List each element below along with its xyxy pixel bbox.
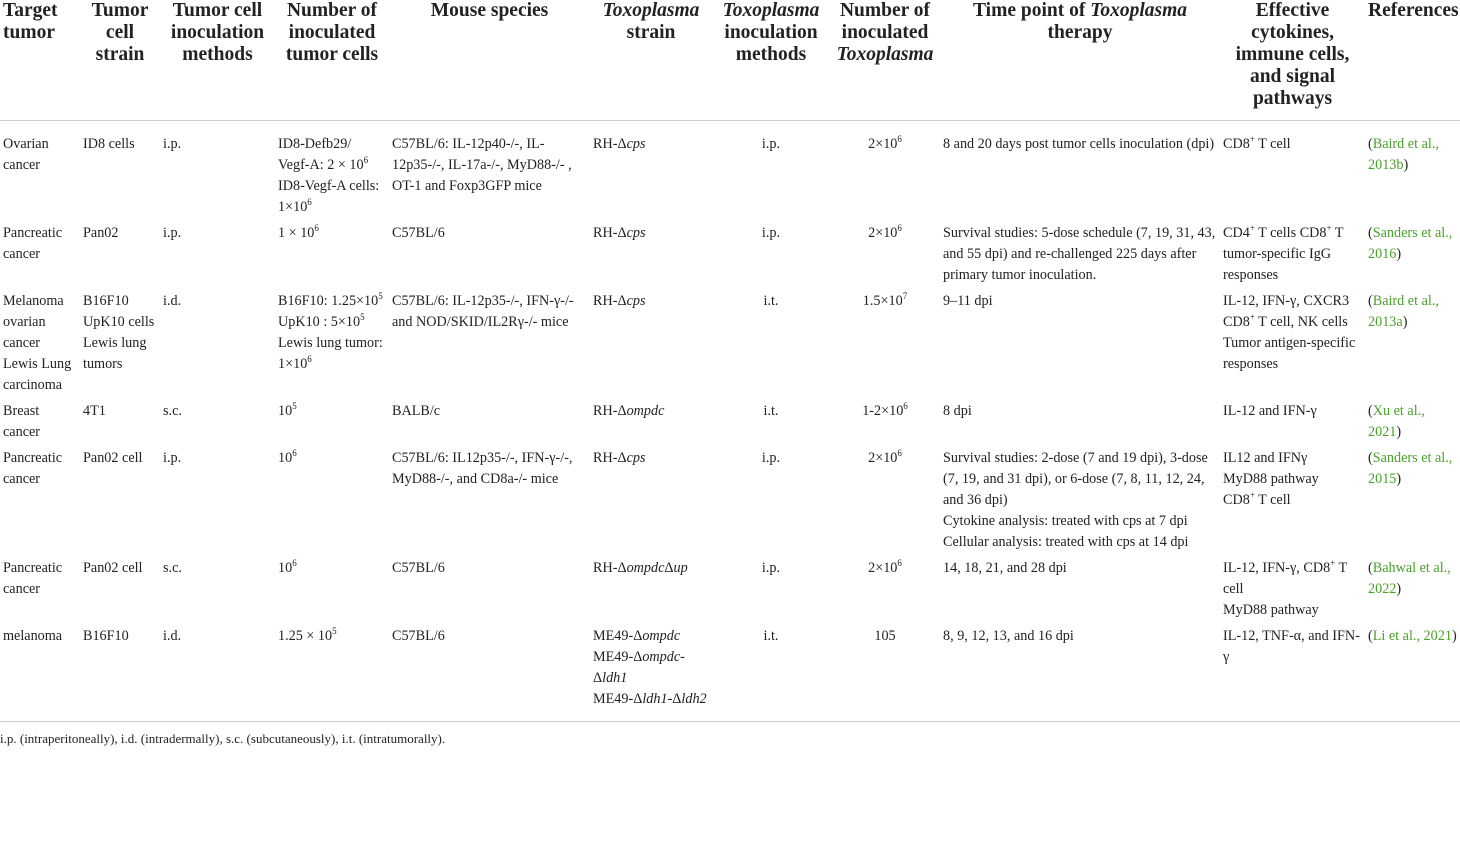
cell-target-tumor: Melanoma ovarian cancer Lewis Lung carcinoma	[3, 293, 72, 393]
cell-mouse-species: C57BL/6: IL12p35-/-, IFN-γ-/-, MyD88-/-, and CD8a-/- mice	[392, 450, 573, 487]
strain-line: RH-Δcps	[593, 450, 646, 466]
cell-toxoplasma-method: i.p.	[761, 450, 781, 466]
strain-line: RH-Δcps	[593, 136, 646, 152]
cell-tumor-strain: Pan02 cell	[83, 450, 143, 466]
cell-time-point	[940, 223, 1220, 291]
effective-factor-line: CD8+ T cell	[1223, 490, 1291, 508]
time-point-line: Survival studies: 5-dose schedule (7, 19, 31, 43, and 55 dpi) and re-challenged 225 days after primary tumor inoculation.	[943, 225, 1216, 283]
table-footnote: i.p. (intraperitoneally), i.d. (intradermally), s.c. (subcutaneously), i.t. (intratumorally).	[0, 731, 446, 746]
reference-link[interactable]: Xu et al., 2021	[1368, 403, 1425, 440]
cell-effective-factors	[1220, 223, 1365, 291]
strain-line: ME49-Δompdc-Δldh1	[593, 649, 685, 686]
cell-effective-factors	[1220, 558, 1365, 626]
strain-line: RH-Δompdc	[593, 403, 665, 419]
time-point-line: Cytokine analysis: treated with cps at 7 dpi	[943, 513, 1188, 529]
cell-toxoplasma-strain	[590, 121, 712, 224]
cell-reference: (Baird et al., 2013a)	[1368, 293, 1439, 330]
cell-number-tumor-cells: $1 \times 10^6$	[278, 223, 319, 241]
cell-number-tumor-cells: $10^5$	[278, 401, 297, 419]
effective-factor-line: IL-12, IFN-γ, CXCR3	[1223, 293, 1350, 309]
strain-line: ME49-Δompdc	[593, 628, 681, 644]
cell-tumor-inoculation-method: i.d.	[163, 628, 182, 644]
cell-target-tumor: Pancreatic cancer	[3, 560, 63, 597]
cell-tumor-inoculation-method: i.d.	[163, 293, 182, 309]
cell-effective-factors	[1220, 401, 1365, 448]
cell-time-point	[940, 291, 1220, 401]
cell-target-tumor: Pancreatic cancer	[3, 225, 63, 262]
header-mouse-species: Mouse species	[430, 0, 549, 21]
cell-tumor-strain: B16F10 UpK10 cells Lewis lung tumors	[83, 293, 155, 372]
cell-effective-factors	[1220, 448, 1365, 558]
reference-link[interactable]: Bahwal et al., 2022	[1368, 560, 1451, 597]
cell-time-point	[940, 401, 1220, 448]
cell-reference: (Sanders et al., 2016)	[1368, 225, 1453, 262]
cell-target-tumor: Ovarian cancer	[3, 136, 49, 173]
cell-tumor-strain: Pan02 cell	[83, 560, 143, 576]
header-number-tumor-cells: Number of inoculated tumor cells	[285, 0, 379, 65]
cell-number-tumor-cells: B16F10: $1.25\times 10^5$ UpK10 : $5\times 10^5$ Lewis lung tumor: $1\times 10^6$	[278, 291, 383, 372]
cell-number-toxoplasma: $2\times 10^6$	[868, 134, 902, 152]
cell-time-point	[940, 448, 1220, 558]
cell-tumor-inoculation-method: i.p.	[163, 225, 182, 241]
cell-number-toxoplasma: $1.5\times 10^7$	[862, 291, 908, 309]
cell-reference: (Xu et al., 2021)	[1368, 403, 1425, 440]
effective-factor-line: IL-12, IFN-γ, CD8+ T cell	[1223, 558, 1347, 597]
header-toxoplasma-strain: Toxoplasma strain	[602, 0, 700, 43]
cell-tumor-inoculation-method: i.p.	[163, 136, 182, 152]
cell-mouse-species: C57BL/6	[392, 225, 445, 241]
cell-target-tumor: Breast cancer	[3, 403, 41, 440]
cell-tumor-inoculation-method: s.c.	[163, 560, 182, 576]
reference-link[interactable]: Baird et al., 2013b	[1368, 136, 1439, 173]
cell-mouse-species: BALB/c	[392, 403, 441, 419]
cell-toxoplasma-strain	[590, 291, 712, 401]
table-body	[0, 121, 1460, 716]
time-point-line: 8, 9, 12, 13, and 16 dpi	[943, 628, 1074, 644]
cell-toxoplasma-strain	[590, 223, 712, 291]
table-row	[0, 223, 1460, 291]
table-row	[0, 626, 1460, 715]
time-point-line: Survival studies: 2-dose (7 and 19 dpi), 3-dose (7, 19, and 31 dpi), or 6-dose (7, 8, 11, 12, 24, and 36 dpi)	[943, 450, 1208, 508]
cell-tumor-strain: Pan02	[83, 225, 119, 241]
strain-line: RH-Δcps	[593, 293, 646, 309]
cell-effective-factors	[1220, 291, 1365, 401]
cell-number-toxoplasma: $2\times 10^6$	[868, 448, 902, 466]
effective-factor-line: MyD88 pathway	[1223, 602, 1319, 618]
cell-number-tumor-cells: ID8-Defb29/ Vegf-A: $2 \times 10^6$ ID8-Vegf-A cells: $1\times 10^6$	[278, 136, 380, 215]
header-tumor-cell-strain: Tumor cell strain	[91, 0, 149, 65]
cell-reference: (Baird et al., 2013b)	[1368, 136, 1439, 173]
strain-line: ME49-Δldh1-Δldh2	[593, 691, 707, 707]
cell-reference: (Sanders et al., 2015)	[1368, 450, 1453, 487]
cell-tumor-strain: B16F10	[83, 628, 129, 644]
cell-mouse-species: C57BL/6: IL-12p40-/-, IL-12p35-/-, IL-17a-/-, MyD88-/- , OT-1 and Foxp3GFP mice	[392, 136, 572, 194]
cell-reference: (Li et al., 2021)	[1368, 628, 1457, 644]
cell-number-toxoplasma: $1-2\times 10^6$	[862, 401, 908, 419]
cell-target-tumor: melanoma	[3, 628, 63, 644]
cell-number-toxoplasma: 105	[874, 628, 896, 644]
cell-target-tumor: Pancreatic cancer	[3, 450, 63, 487]
cell-toxoplasma-method: i.p.	[761, 225, 781, 241]
cell-mouse-species: C57BL/6: IL-12p35-/-, IFN-γ-/- and NOD/SKID/IL2Rγ-/- mice	[392, 293, 574, 330]
cell-effective-factors	[1220, 626, 1365, 715]
table-row	[0, 401, 1460, 448]
effective-factor-line: IL12 and IFNγ	[1223, 450, 1308, 466]
header-row	[0, 0, 1460, 121]
cell-number-tumor-cells: $10^6$	[278, 448, 297, 466]
header-effective-factors: Effective cytokines, immune cells, and signal pathways	[1235, 0, 1350, 109]
effective-factor-line: CD4+ T cells CD8+ T	[1223, 223, 1344, 241]
cell-toxoplasma-strain	[590, 626, 712, 715]
cell-number-tumor-cells: $10^6$	[278, 558, 297, 576]
effective-factor-line: IL-12 and IFN-γ	[1223, 403, 1317, 419]
cell-toxoplasma-method: i.p.	[761, 136, 781, 152]
time-point-line: 14, 18, 21, and 28 dpi	[943, 560, 1067, 576]
cell-toxoplasma-method: i.t.	[763, 403, 779, 419]
cell-tumor-strain: 4T1	[83, 403, 106, 419]
effective-factor-line: IL-12, TNF-α, and IFN-γ	[1223, 628, 1360, 665]
cell-mouse-species: C57BL/6	[392, 560, 445, 576]
cell-toxoplasma-strain	[590, 558, 712, 626]
cell-time-point	[940, 121, 1220, 224]
time-point-line: 9–11 dpi	[943, 293, 993, 309]
strain-line: RH-Δcps	[593, 225, 646, 241]
time-point-line: Cellular analysis: treated with cps at 14 dpi	[943, 534, 1189, 550]
table-row	[0, 121, 1460, 224]
strain-line: RH-ΔompdcΔup	[593, 560, 688, 576]
reference-link[interactable]: Sanders et al., 2016	[1368, 225, 1453, 262]
cell-tumor-inoculation-method: s.c.	[163, 403, 182, 419]
cell-toxoplasma-strain	[590, 401, 712, 448]
effective-factor-line: tumor-specific IgG responses	[1223, 246, 1332, 283]
table-row	[0, 448, 1460, 558]
reference-link[interactable]: Li et al., 2021	[1372, 628, 1452, 644]
cell-tumor-strain: ID8 cells	[83, 136, 135, 152]
reference-link[interactable]: Baird et al., 2013a	[1368, 293, 1439, 330]
reference-link[interactable]: Sanders et al., 2015	[1368, 450, 1453, 487]
cell-reference: (Bahwal et al., 2022)	[1368, 560, 1451, 597]
cell-effective-factors	[1220, 121, 1365, 224]
time-point-line: 8 and 20 days post tumor cells inoculation (dpi)	[943, 136, 1215, 152]
cell-toxoplasma-strain	[590, 448, 712, 558]
cell-toxoplasma-method: i.t.	[763, 628, 779, 644]
cell-tumor-inoculation-method: i.p.	[163, 450, 182, 466]
table-row	[0, 558, 1460, 626]
header-toxoplasma-inoculation-methods: Toxoplasma inoculation methods	[722, 0, 820, 65]
effective-factor-line: MyD88 pathway	[1223, 471, 1319, 487]
cell-toxoplasma-method: i.p.	[761, 560, 781, 576]
header-target-tumor: Target tumor	[3, 0, 58, 43]
time-point-line: 8 dpi	[943, 403, 972, 419]
cell-number-toxoplasma: $2\times 10^6$	[868, 558, 902, 576]
header-references: References	[1368, 0, 1459, 21]
cell-toxoplasma-method: i.t.	[763, 293, 779, 309]
header-time-point: Time point of Toxoplasma therapy	[973, 0, 1187, 43]
header-tumor-inoculation-methods: Tumor cell inoculation methods	[170, 0, 265, 65]
cell-time-point	[940, 558, 1220, 626]
effective-factor-line: Tumor antigen-specific responses	[1223, 335, 1356, 372]
table-row	[0, 291, 1460, 401]
effective-factor-line: CD8+ T cell	[1223, 134, 1291, 152]
cell-mouse-species: C57BL/6	[392, 628, 445, 644]
header-number-toxoplasma: Number of inoculated Toxoplasma	[836, 0, 934, 65]
cell-time-point	[940, 626, 1220, 715]
cell-number-toxoplasma: $2\times 10^6$	[868, 223, 902, 241]
effective-factor-line: CD8+ T cell, NK cells	[1223, 312, 1348, 330]
cell-number-tumor-cells: $1.25 \times 10^5$	[278, 626, 337, 644]
